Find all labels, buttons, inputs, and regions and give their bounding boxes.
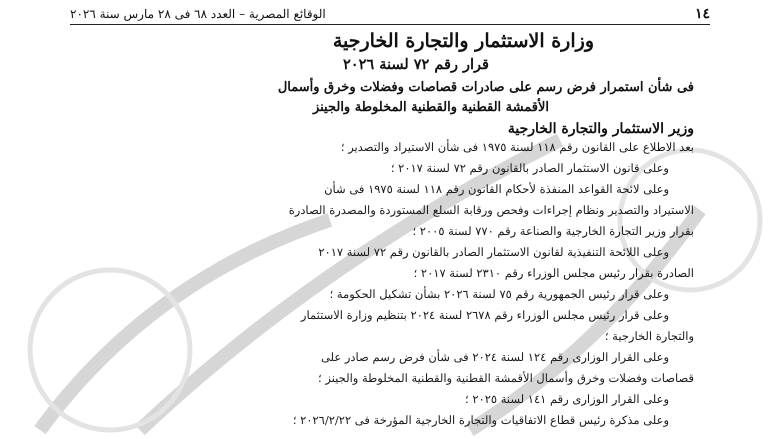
body-line: وعلى قانون الاستثمار الصادر بالقانون رقم ٧٢ لسنة ٢٠١٧ ؛ [390, 161, 669, 175]
body-line: بقرار وزير التجارة الخارجية والصناعة رقم ٧٧٠ لسنة ٢٠٠٥ ؛ [412, 224, 694, 238]
body-line: قصاصات وفضلات وخرق وأسمال الأقمشة القطنية والقطنية المخلوطة والجينز ؛ [318, 371, 694, 385]
body-line: والتجارة الخارجية ؛ [604, 329, 694, 343]
body-line: الاستيراد والتصدير ونظام إجراءات وفحص ورقابة السلع المستوردة والمصدرة الصادرة [288, 203, 694, 217]
body-line: وعلى القرار الوزارى رقم ١٤١ لسنة ٢٠٢٥ ؛ [465, 392, 669, 406]
decree-subject-line-2: الأقمشة القطنية والقطنية المخلوطة والجينز [312, 100, 549, 115]
body-line: وعلى اللائحة التنفيذية لقانون الاستثمار الصادر بالقانون رقم ٧٢ لسنة ٢٠١٧ [318, 245, 669, 259]
body-line: الصادرة بقرار رئيس مجلس الوزراء رقم ٢٣١٠ لسنة ٢٠١٧ ؛ [413, 266, 694, 280]
body-line: بعد الاطلاع على القانون رقم ١١٨ لسنة ١٩٧٥ فى شأن الاستيراد والتصدير ؛ [340, 140, 694, 154]
body-line: وعلى لائحة القواعد المنفذة لأحكام القانون رقم ١١٨ لسنة ١٩٧٥ فى شأن [324, 182, 669, 196]
page-header [70, 4, 710, 25]
body-line: وعلى القرار الوزارى رقم ١٢٤ لسنة ٢٠٢٤ فى شأن فرض رسم صادر على [320, 350, 669, 364]
body-line: وعلى قرار رئيس مجلس الوزراء رقم ٢٦٧٨ لسنة ٢٠٢٤ بتنظيم وزارة الاستثمار [300, 308, 669, 322]
gazette-title: الوقائع المصرية – العدد ٦٨ فى ٢٨ مارس سنة ٢٠٢٦ [70, 7, 326, 21]
decree-title: قرار رقم ٧٢ لسنة ٢٠٢٦ [343, 56, 489, 73]
body-line: وعلى قرار رئيس الجمهورية رقم ٧٥ لسنة ٢٠٢٦ بشأن تشكيل الحكومة ؛ [329, 287, 669, 301]
body-line: وعلى مذكرة رئيس قطاع الاتفاقيات والتجارة الخارجية المؤرخة فى ٢٠٢٦/٢/٢٢ ؛ [292, 413, 669, 427]
ministry-title: وزارة الاستثمار والتجارة الخارجية [332, 30, 594, 52]
decree-subject-line-1: فى شأن استمرار فرض رسم على صادرات قصاصات وفضلات وخرق وأسمال [277, 80, 694, 95]
page-number: ١٤ [694, 6, 710, 22]
minister-title: وزير الاستثمار والتجارة الخارجية [507, 121, 694, 137]
